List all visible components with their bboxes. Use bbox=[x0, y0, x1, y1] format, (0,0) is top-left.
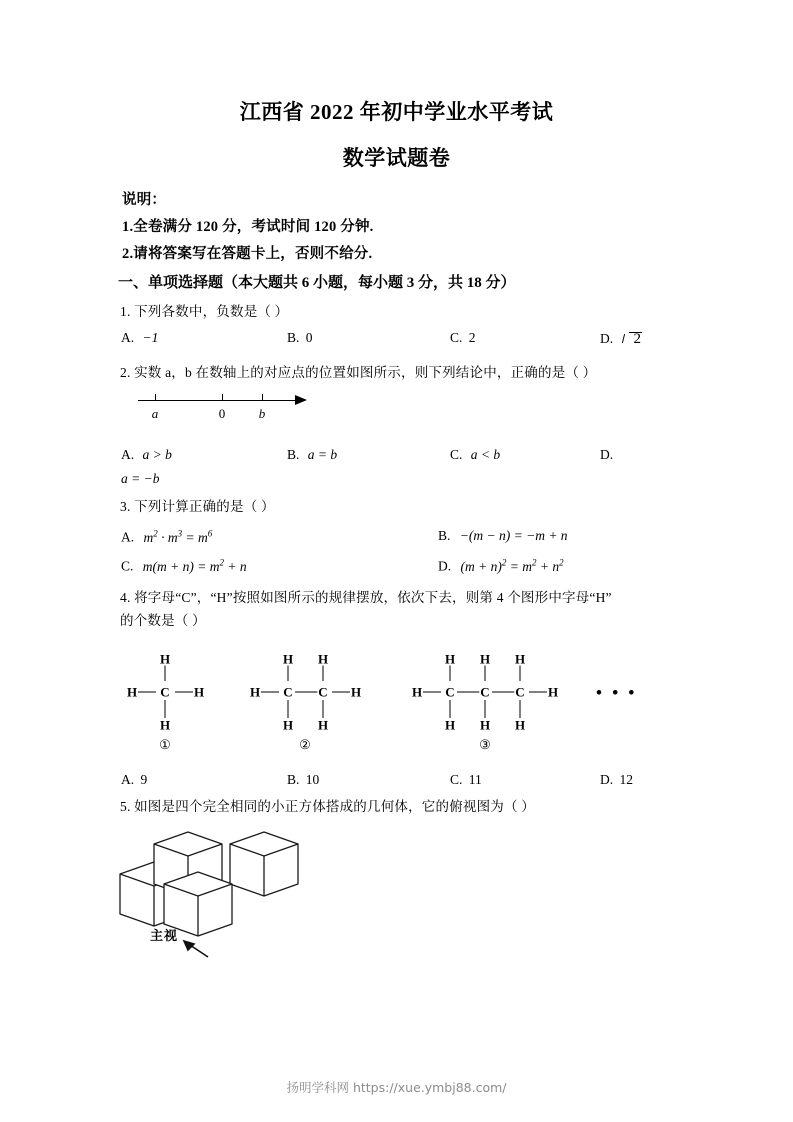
atom-hydrogen: H bbox=[514, 717, 526, 733]
atom-carbon: C bbox=[445, 684, 455, 700]
option-label: D. bbox=[600, 772, 614, 787]
arrow-right-icon bbox=[295, 395, 307, 405]
number-line-axis bbox=[138, 400, 298, 401]
number-line-tick-a bbox=[155, 394, 156, 401]
atom-hydrogen: H bbox=[479, 651, 491, 667]
atom-hydrogen: H bbox=[126, 684, 138, 700]
option-label: A. bbox=[121, 529, 135, 545]
question-4-option-b[interactable] bbox=[287, 772, 319, 788]
question-2-options bbox=[0, 447, 793, 471]
question-4-option-d[interactable] bbox=[600, 772, 633, 788]
molecule-item-1 bbox=[120, 645, 215, 752]
option-text: −(m − n) = −m + n bbox=[459, 528, 568, 543]
bond-down bbox=[323, 700, 324, 718]
atom-hydrogen: H bbox=[317, 717, 329, 733]
atom-hydrogen: H bbox=[350, 684, 362, 700]
question-2-option-d-label[interactable] bbox=[600, 447, 613, 463]
number-line-tick-zero bbox=[222, 394, 223, 401]
instruction-item-2: 2.请将答案写在答题卡上，否则不给分. bbox=[122, 246, 373, 262]
option-text: −1 bbox=[142, 330, 159, 345]
bond-right bbox=[175, 692, 194, 693]
question-3-option-c[interactable] bbox=[121, 557, 247, 575]
option-text: a = b bbox=[307, 447, 338, 462]
question-3-option-a[interactable] bbox=[121, 528, 212, 546]
question-3-options-row1 bbox=[0, 528, 793, 552]
question-2-stem: 2. 实数 a，b 在数轴上的对应点的位置如图所示，则下列结论中，正确的是（ ） bbox=[120, 365, 597, 380]
question-3-option-b[interactable] bbox=[438, 528, 568, 544]
molecule-index-label-1: ① bbox=[159, 737, 171, 752]
option-text: a < b bbox=[470, 447, 501, 462]
instructions-heading: 说明： bbox=[122, 192, 167, 208]
option-label: B. bbox=[287, 330, 300, 345]
atom-carbon: C bbox=[515, 684, 525, 700]
page-title-line1: 江西省 2022 年初中学业水平考试 bbox=[239, 100, 554, 124]
option-label: B. bbox=[287, 447, 300, 462]
option-text: 11 bbox=[468, 772, 482, 787]
number-line-label-zero: 0 bbox=[218, 406, 226, 421]
number-line-tick-b bbox=[262, 394, 263, 401]
square-root-icon: 2 bbox=[623, 330, 642, 348]
bond-down bbox=[485, 700, 486, 718]
molecule-item-3 bbox=[410, 645, 575, 752]
atom-carbon: C bbox=[480, 684, 490, 700]
atom-carbon: C bbox=[283, 684, 293, 700]
atom-hydrogen: H bbox=[479, 717, 491, 733]
view-direction-arrow-icon bbox=[184, 941, 208, 957]
question-4-option-c[interactable] bbox=[450, 772, 482, 788]
atom-hydrogen: H bbox=[193, 684, 205, 700]
bond-down bbox=[165, 700, 166, 718]
page-title-line2: 数学试题卷 bbox=[342, 146, 451, 170]
option-label: B. bbox=[287, 772, 300, 787]
atom-carbon: C bbox=[160, 684, 170, 700]
atom-hydrogen: H bbox=[547, 684, 559, 700]
option-text: 0 bbox=[305, 330, 313, 345]
bond-left bbox=[137, 692, 156, 693]
atom-hydrogen: H bbox=[444, 651, 456, 667]
atom-carbon: C bbox=[318, 684, 328, 700]
bond-down bbox=[520, 700, 521, 718]
cube-solid-svg bbox=[112, 826, 302, 961]
question-1-option-c[interactable] bbox=[450, 330, 476, 346]
question-3-option-d[interactable] bbox=[438, 557, 564, 575]
option-label: C. bbox=[450, 447, 463, 462]
option-text: 9 bbox=[140, 772, 148, 787]
bond-left bbox=[422, 692, 441, 693]
question-3-options-row2 bbox=[0, 557, 793, 581]
atom-hydrogen: H bbox=[159, 717, 171, 733]
atom-hydrogen: H bbox=[282, 717, 294, 733]
question-2-option-a[interactable] bbox=[121, 447, 172, 463]
question-4-stem-line2: 的个数是（ ） bbox=[120, 613, 206, 628]
question-1-option-a[interactable] bbox=[121, 330, 158, 346]
option-label: D. bbox=[600, 447, 614, 462]
option-label: C. bbox=[450, 772, 463, 787]
molecule-item-2 bbox=[245, 645, 375, 752]
number-line-label-a: a bbox=[151, 406, 159, 421]
cube-view-label: 主视 bbox=[150, 928, 179, 943]
option-text: $m(m + n) = m^2 + n$ bbox=[142, 557, 247, 574]
bond-left bbox=[260, 692, 279, 693]
atom-hydrogen: H bbox=[411, 684, 423, 700]
option-label: A. bbox=[121, 772, 135, 787]
bond-right bbox=[529, 692, 548, 693]
atom-hydrogen: H bbox=[514, 651, 526, 667]
option-text: 10 bbox=[305, 772, 320, 787]
bond-right bbox=[332, 692, 351, 693]
option-label: A. bbox=[121, 447, 135, 462]
question-4-options bbox=[0, 772, 793, 796]
option-text: $(m + n)^2 = m^2 + n^2$ bbox=[460, 557, 564, 574]
question-4-option-a[interactable] bbox=[121, 772, 147, 788]
option-text: a > b bbox=[142, 447, 172, 462]
molecule-series-ellipsis: • • • bbox=[596, 683, 638, 702]
question-5-stem: 5. 如图是四个完全相同的小正方体搭成的几何体，它的俯视图为（ ） bbox=[120, 799, 535, 814]
option-text: 2 bbox=[468, 330, 476, 345]
option-label: D. bbox=[600, 331, 614, 346]
option-text: 12 bbox=[619, 772, 633, 787]
bond-down bbox=[288, 700, 289, 718]
question-1-options bbox=[0, 330, 793, 354]
question-2-option-b[interactable] bbox=[287, 447, 337, 463]
question-5-cube-figure bbox=[112, 826, 302, 961]
question-1-option-d[interactable] bbox=[600, 330, 641, 348]
number-line-label-b: b bbox=[258, 406, 266, 421]
option-label: A. bbox=[121, 330, 135, 345]
option-label: D. bbox=[438, 558, 452, 574]
question-3-stem: 3. 下列计算正确的是（ ） bbox=[120, 499, 275, 514]
option-label: C. bbox=[121, 558, 134, 574]
question-2-number-line-figure bbox=[138, 386, 318, 428]
question-1-stem: 1. 下列各数中，负数是（ ） bbox=[120, 304, 289, 319]
atom-hydrogen: H bbox=[317, 651, 329, 667]
molecule-index-label-3: ③ bbox=[479, 737, 491, 752]
option-text: $m^2 \cdot m^3 = m^6$ bbox=[143, 528, 213, 545]
bond-down bbox=[450, 700, 451, 718]
instruction-item-1: 1.全卷满分 120 分，考试时间 120 分钟. bbox=[122, 219, 374, 235]
molecule-index-label-2: ② bbox=[299, 737, 311, 752]
option-label: C. bbox=[450, 330, 463, 345]
option-label: B. bbox=[438, 528, 451, 543]
question-2-option-d-text: a = −b bbox=[121, 471, 160, 486]
question-4-molecule-figure bbox=[0, 645, 793, 760]
question-2-option-c[interactable] bbox=[450, 447, 500, 463]
atom-hydrogen: H bbox=[444, 717, 456, 733]
question-1-option-b[interactable] bbox=[287, 330, 313, 346]
footer-watermark: 扬明学科网 https://xue.ymbj88.com/ bbox=[286, 1080, 507, 1095]
atom-hydrogen: H bbox=[249, 684, 261, 700]
atom-hydrogen: H bbox=[159, 651, 171, 667]
atom-hydrogen: H bbox=[282, 651, 294, 667]
question-4-stem-line1: 4. 将字母“C”，“H”按照如图所示的规律摆放，依次下去，则第 4 个图形中字母“H” bbox=[120, 590, 612, 605]
section-heading: 一、单项选择题（本大题共 6 小题，每小题 3 分，共 18 分） bbox=[118, 275, 516, 291]
